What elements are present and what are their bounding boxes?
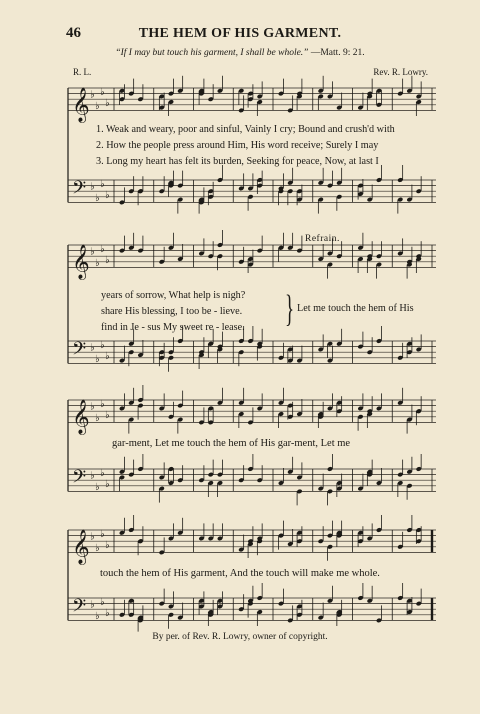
- treble-clef-icon: 𝄞: [72, 244, 90, 280]
- bass-clef-icon: 𝄢: [72, 177, 87, 203]
- flat-sign-icon: ♭: [90, 89, 95, 101]
- verse-3-line: 3. Long my heart has felt its burden, Seeking for peace, Now, at last I: [96, 156, 379, 167]
- verse-brace: }: [285, 288, 295, 330]
- flat-sign-icon: ♭: [100, 339, 105, 351]
- flat-sign-icon: ♭: [105, 410, 110, 421]
- flat-sign-icon: ♭: [90, 599, 95, 611]
- flat-sign-icon: ♭: [105, 190, 110, 201]
- verse-1-ending: years of sorrow, What help is nigh?: [101, 290, 246, 301]
- verse-2-ending: share His blessing, I too be - lieve.: [101, 306, 243, 317]
- flat-sign-icon: ♭: [90, 470, 95, 482]
- flat-sign-icon: ♭: [95, 481, 100, 493]
- flat-sign-icon: ♭: [95, 412, 100, 424]
- flat-sign-icon: ♭: [90, 181, 95, 193]
- verse-1-line: 1. Weak and weary, poor and sinful, Vainly I cry; Bound and crush'd with: [96, 124, 395, 135]
- flat-sign-icon: ♭: [100, 528, 105, 540]
- flat-sign-icon: ♭: [90, 531, 95, 543]
- refrain-line-2: gar-ment, Let me touch the hem of His gar-ment, Let me: [112, 438, 351, 449]
- flat-sign-icon: ♭: [105, 479, 110, 490]
- verse-3-ending: find in Je - sus My sweet re - lease.: [101, 322, 245, 333]
- flat-sign-icon: ♭: [105, 351, 110, 362]
- flat-sign-icon: ♭: [95, 192, 100, 204]
- flat-sign-icon: ♭: [100, 86, 105, 98]
- refrain-line-3: touch the hem of His garment, And the touch will make me whole.: [100, 568, 380, 579]
- flat-sign-icon: ♭: [100, 398, 105, 410]
- flat-sign-icon: ♭: [105, 98, 110, 109]
- flat-sign-icon: ♭: [90, 342, 95, 354]
- refrain-line-1: Let me touch the hem of His: [297, 303, 414, 314]
- flat-sign-icon: ♭: [95, 610, 100, 622]
- flat-sign-icon: ♭: [100, 243, 105, 255]
- flat-sign-icon: ♭: [105, 255, 110, 266]
- copyright-credit: By per. of Rev. R. Lowry, owner of copyright.: [152, 632, 328, 642]
- flat-sign-icon: ♭: [100, 467, 105, 479]
- flat-sign-icon: ♭: [90, 401, 95, 413]
- epigraph-reference: —Matt. 9: 21.: [310, 48, 365, 58]
- verse-endings: [101, 288, 245, 336]
- bass-clef-icon: 𝄢: [72, 338, 87, 364]
- epigraph-text: “If I may but touch his garment, I shall be whole.”: [115, 48, 309, 58]
- refrain-label: Refrain.: [305, 234, 340, 244]
- flat-sign-icon: ♭: [90, 246, 95, 258]
- flat-sign-icon: ♭: [95, 100, 100, 112]
- author-initials: R. L.: [73, 67, 92, 77]
- hymn-title: THE HEM OF HIS GARMENT.: [138, 26, 342, 41]
- flat-sign-icon: ♭: [100, 596, 105, 608]
- flat-sign-icon: ♭: [95, 257, 100, 269]
- flat-sign-icon: ♭: [95, 353, 100, 365]
- treble-clef-icon: 𝄞: [72, 399, 90, 435]
- treble-clef-icon: 𝄞: [72, 87, 90, 123]
- flat-sign-icon: ♭: [95, 542, 100, 554]
- bass-clef-icon: 𝄢: [72, 595, 87, 621]
- flat-sign-icon: ♭: [100, 178, 105, 190]
- flat-sign-icon: ♭: [105, 608, 110, 619]
- bass-clef-icon: 𝄢: [72, 466, 87, 492]
- verse-2-line: 2. How the people press around Him, His word receive; Surely I may: [96, 140, 379, 151]
- page-number: 46: [66, 25, 81, 41]
- flat-sign-icon: ♭: [105, 540, 110, 551]
- composer-name: Rev. R. Lowry.: [373, 67, 428, 77]
- verse-lines: [96, 122, 395, 170]
- treble-clef-icon: 𝄞: [72, 529, 90, 565]
